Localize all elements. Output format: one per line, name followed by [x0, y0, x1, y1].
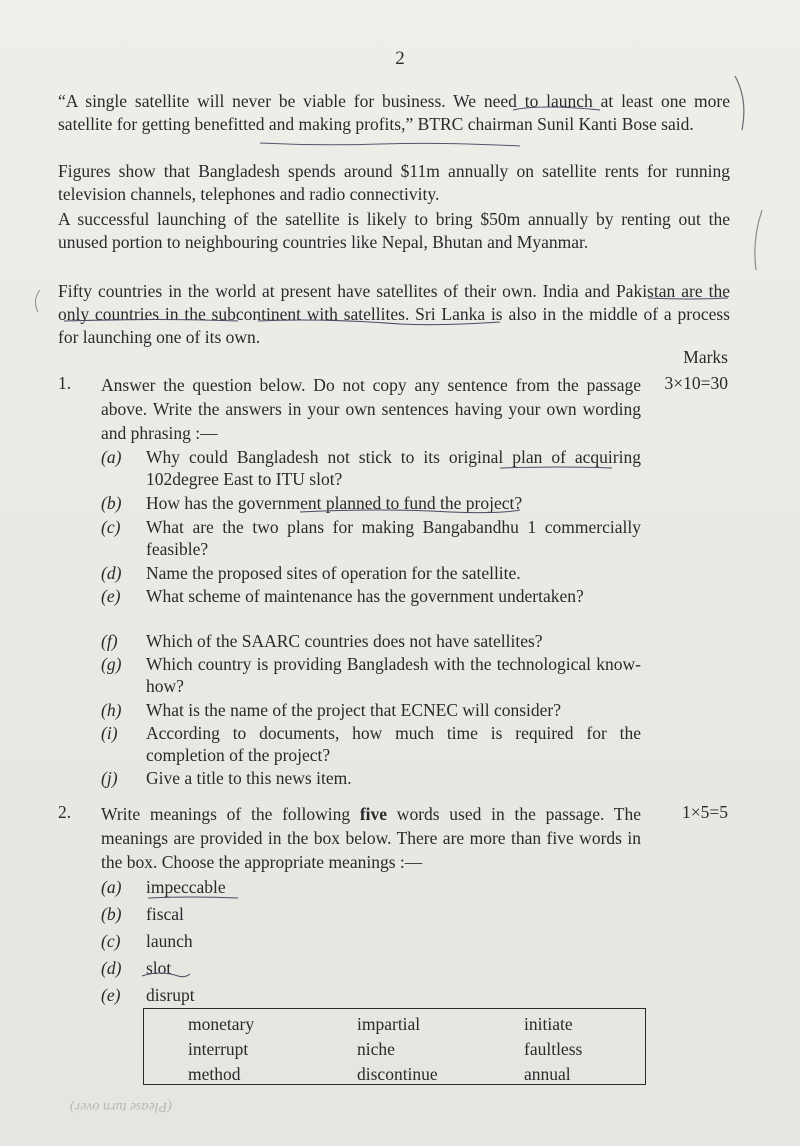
- question-1-item: [101, 562, 641, 584]
- item-label: (c): [101, 517, 121, 537]
- marks-heading: Marks: [683, 347, 728, 367]
- item-word: slot: [146, 958, 172, 978]
- question-2-marks: 1×5=5: [682, 802, 728, 822]
- meaning-word: faultless: [524, 1039, 583, 1059]
- word-meaning-box: [143, 1008, 646, 1085]
- meaning-word: impartial: [357, 1014, 421, 1034]
- question-1-item: [101, 767, 641, 789]
- meaning-word: annual: [524, 1064, 571, 1084]
- question-1-marks: 3×10=30: [664, 373, 728, 393]
- question-1-item: [101, 653, 641, 697]
- item-text: Name the proposed sites of operation for the satellite.: [146, 563, 521, 583]
- item-word: impeccable: [146, 877, 226, 897]
- question-1-item: [101, 516, 641, 560]
- meaning-word: initiate: [524, 1014, 573, 1034]
- passage-paragraph: Fifty countries in the world at present have satellites of their own. India and Pakistan are the only countries in the subcontinent with satellites. Sri Lanka is also in the middle of a process for launching one of its own.: [58, 281, 730, 347]
- item-label: (d): [101, 958, 122, 978]
- item-label: (e): [101, 985, 121, 1005]
- item-text: Give a title to this news item.: [146, 768, 352, 788]
- item-label: (g): [101, 654, 122, 674]
- question-2-number: 2.: [58, 802, 72, 822]
- item-label: (e): [101, 586, 121, 606]
- question-2-text-bold: five: [359, 804, 388, 824]
- item-label: (i): [101, 723, 118, 743]
- page-number: 2: [395, 48, 405, 69]
- question-1-item: [101, 699, 641, 721]
- item-label: (b): [101, 493, 122, 513]
- meaning-word: method: [188, 1064, 241, 1084]
- question-1-item: [101, 722, 641, 766]
- question-2-item: [101, 903, 641, 925]
- question-2-item: [101, 930, 641, 952]
- question-2-item: [101, 957, 641, 979]
- question-1-text: Answer the question below. Do not copy any sentence from the passage above. Write the answers in your own sentences having your own wording and phrasing :—: [101, 375, 641, 443]
- meaning-word: discontinue: [357, 1064, 438, 1084]
- item-text: Why could Bangladesh not stick to its original plan of acquiring 102degree East to ITU slot?: [146, 447, 641, 489]
- item-label: (a): [101, 447, 122, 467]
- item-label: (h): [101, 700, 122, 720]
- question-1-item: [101, 585, 641, 607]
- question-2-item: [101, 876, 641, 898]
- item-text: Which of the SAARC countries does not have satellites?: [146, 631, 543, 651]
- passage-paragraph: “A single satellite will never be viable for business. We need to launch at least one more satellite for getting benefitted and making profits,” BTRC chairman Sunil Kanti Bose said.: [58, 91, 730, 134]
- item-label: (c): [101, 931, 121, 951]
- meaning-word: niche: [357, 1039, 395, 1059]
- item-text: How has the government planned to fund the project?: [146, 493, 523, 513]
- item-text: Which country is providing Bangladesh with the technological know-how?: [146, 654, 641, 696]
- passage-paragraph: Figures show that Bangladesh spends around $11m annually on satellite rents for running television channels, telephones and radio connectivity.: [58, 161, 730, 204]
- question-2-text-end: words used in the passage. The meanings are provided in the box below. There are more than five words in the box. Choose the appropriate meanings :—: [101, 804, 641, 872]
- item-label: (a): [101, 877, 122, 897]
- question-2-item: [101, 984, 641, 1006]
- item-word: fiscal: [146, 904, 184, 924]
- meaning-word: interrupt: [188, 1039, 249, 1059]
- question-1-item: [101, 630, 641, 652]
- passage-paragraph: A successful launching of the satellite is likely to bring $50m annually by renting out the unused portion to neighbouring countries like Nepal, Bhutan and Myanmar.: [58, 209, 730, 252]
- question-1-number: 1.: [58, 373, 72, 393]
- turn-over-footer: (Please turn over): [70, 1099, 172, 1114]
- meaning-word: monetary: [188, 1014, 255, 1034]
- question-2-text-start: Write meanings of the following: [101, 804, 360, 824]
- item-label: (d): [101, 563, 122, 583]
- item-text: What is the name of the project that ECNEC will consider?: [146, 700, 562, 720]
- question-1-item: [101, 492, 641, 514]
- item-text: What are the two plans for making Bangabandhu 1 commercially feasible?: [146, 517, 641, 559]
- item-word: disrupt: [146, 985, 195, 1005]
- question-2-text: [101, 802, 641, 874]
- item-text: According to documents, how much time is required for the completion of the project?: [146, 723, 641, 765]
- item-label: (f): [101, 631, 118, 651]
- item-label: (b): [101, 904, 122, 924]
- item-text: What scheme of maintenance has the government undertaken?: [146, 586, 584, 606]
- item-word: launch: [146, 931, 193, 951]
- question-1-item: [101, 446, 641, 490]
- item-label: (j): [101, 768, 118, 788]
